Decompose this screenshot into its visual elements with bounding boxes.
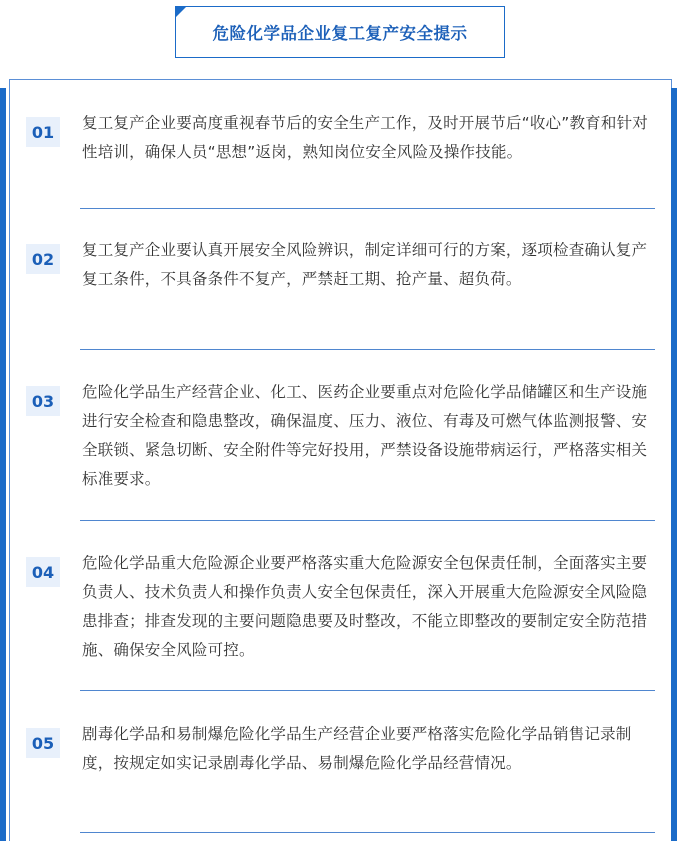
item-text: 危险化学品生产经营企业、化工、医药企业要重点对危险化学品储罐区和生产设施进行安全检查和隐患整改，确保温度、压力、液位、有毒及可燃气体监测报警、安全联锁、紧急切断、安全附件等完好投用，严禁设备设施带病运行，严格落实相关标准要求。 [82, 383, 648, 488]
item-text: 复工复产企业要认真开展安全风险辨识，制定详细可行的方案，逐项检查确认复产复工条件，不具备条件不复产，严禁赶工期、抢产量、超负荷。 [82, 241, 648, 288]
divider [80, 832, 655, 833]
divider [80, 690, 655, 691]
divider [80, 520, 655, 521]
item-text: 危险化学品重大危险源企业要严格落实重大危险源安全包保责任制，全面落实主要负责人、技术负责人和操作负责人安全包保责任，深入开展重大危险源安全风险隐患排查；排查发现的主要问题隐患要及时整改，不能立即整改的要制定安全防范措施、确保安全风险可控。 [82, 554, 648, 659]
title-box [175, 6, 505, 58]
item-number: 01 [26, 117, 60, 147]
divider [80, 208, 655, 209]
right-accent-bar [671, 88, 677, 841]
left-accent-bar [0, 88, 6, 841]
title-corner-decoration [175, 6, 187, 18]
item-number: 05 [26, 728, 60, 758]
page-title: 危险化学品企业复工复产安全提示 [212, 24, 468, 43]
item-text: 复工复产企业要高度重视春节后的安全生产工作，及时开展节后“收心”教育和针对性培训，确保人员“思想”返岗，熟知岗位安全风险及操作技能。 [82, 114, 648, 161]
item-number: 03 [26, 386, 60, 416]
item-number: 04 [26, 557, 60, 587]
item-text: 剧毒化学品和易制爆危险化学品生产经营企业要严格落实危险化学品销售记录制度，按规定如实记录剧毒化学品、易制爆危险化学品经营情况。 [82, 725, 632, 772]
item-number: 02 [26, 244, 60, 274]
divider [80, 349, 655, 350]
